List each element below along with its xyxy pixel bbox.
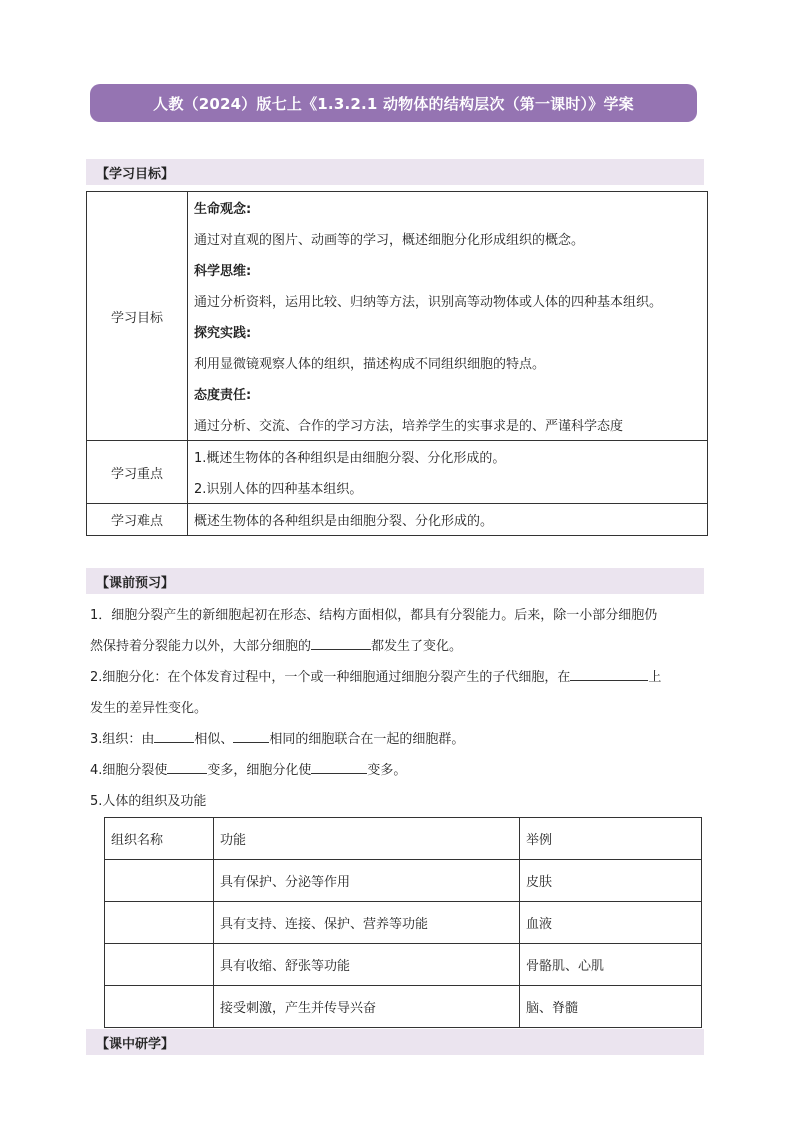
example-cell: 皮肤 (520, 860, 702, 902)
question-4: 4.细胞分裂使 变多，细胞分化使 变多。 (90, 755, 702, 786)
document-title: 人教（2024）版七上《1.3.2.1 动物体的结构层次（第一课时）》学案 (90, 84, 697, 122)
key-points-content (188, 441, 708, 504)
header-cell: 举例 (520, 818, 702, 860)
header-cell: 组织名称 (105, 818, 214, 860)
fill-blank[interactable] (570, 666, 648, 681)
function-cell: 接受刺激，产生并传导兴奋 (214, 986, 520, 1028)
table-row (105, 986, 702, 1028)
tissue-name-cell[interactable] (105, 986, 214, 1028)
objective-line: 通过分析资料，运用比较、归纳等方法，识别高等动物体或人体的四种基本组织。 (194, 295, 663, 310)
tissue-name-cell[interactable] (105, 860, 214, 902)
table-row (105, 902, 702, 944)
example-cell: 血液 (520, 902, 702, 944)
tissue-name-cell[interactable] (105, 902, 214, 944)
fill-blank[interactable] (311, 635, 371, 650)
function-cell: 具有保护、分泌等作用 (214, 860, 520, 902)
tissue-name-cell[interactable] (105, 944, 214, 986)
objective-line: 态度责任: (194, 388, 252, 403)
preview-heading: 【课前预习】 (86, 568, 704, 594)
table-row (105, 944, 702, 986)
question-5: 5.人体的组织及功能 (90, 794, 207, 809)
header-cell: 功能 (214, 818, 520, 860)
function-cell: 具有支持、连接、保护、营养等功能 (214, 902, 520, 944)
objectives-row (87, 192, 708, 441)
example-cell: 骨骼肌、心肌 (520, 944, 702, 986)
question-2 (90, 662, 702, 724)
question-2-line-a: 2.细胞分化：在个体发育过程中，一个或一种细胞通过细胞分裂产生的子代细胞，在 上 (90, 662, 702, 693)
key-points-row (87, 441, 708, 504)
difficulty-content (188, 504, 708, 536)
objective-line: 通过对直观的图片、动画等的学习，概述细胞分化形成组织的概念。 (194, 233, 585, 248)
objectives-label: 学习目标 (87, 192, 188, 441)
table-row (105, 860, 702, 902)
question-3: 3.组织：由 相似、 相同的细胞联合在一起的细胞群。 (90, 724, 702, 755)
table-header-row (105, 818, 702, 860)
objective-line: 通过分析、交流、合作的学习方法，培养学生的实事求是的、严谨科学态度 (194, 419, 624, 434)
question-1-line-a: 1．细胞分裂产生的新细胞起初在形态、结构方面相似，都具有分裂能力。后来，除一小部分细胞仍 (90, 608, 658, 623)
question-1 (90, 600, 702, 662)
difficulty-line: 概述生物体的各种组织是由细胞分裂、分化形成的。 (194, 514, 494, 529)
objectives-heading: 【学习目标】 (86, 159, 704, 185)
fill-blank[interactable] (233, 728, 269, 743)
study-heading: 【课中研学】 (86, 1029, 704, 1055)
question-1-line-b: 然保持着分裂能力以外，大部分细胞的 都发生了变化。 (90, 631, 702, 662)
difficulty-label: 学习难点 (87, 504, 188, 536)
function-cell: 具有收缩、舒张等功能 (214, 944, 520, 986)
objective-line: 生命观念: (194, 202, 252, 217)
key-point-line: 2.识别人体的四种基本组织。 (194, 482, 363, 497)
difficulty-row (87, 504, 708, 536)
question-2-line-b: 发生的差异性变化。 (90, 701, 208, 716)
key-point-line: 1.概述生物体的各种组织是由细胞分裂、分化形成的。 (194, 451, 506, 466)
fill-blank[interactable] (167, 759, 207, 774)
objective-line: 科学思维: (194, 264, 252, 279)
example-cell: 脑、脊髓 (520, 986, 702, 1028)
objective-line: 利用显微镜观察人体的组织，描述构成不同组织细胞的特点。 (194, 357, 546, 372)
objectives-content (188, 192, 708, 441)
objective-line: 探究实践: (194, 326, 252, 341)
key-points-label: 学习重点 (87, 441, 188, 504)
fill-blank[interactable] (311, 759, 367, 774)
tissue-table (104, 817, 702, 1028)
fill-blank[interactable] (154, 728, 194, 743)
objectives-table (86, 191, 708, 536)
